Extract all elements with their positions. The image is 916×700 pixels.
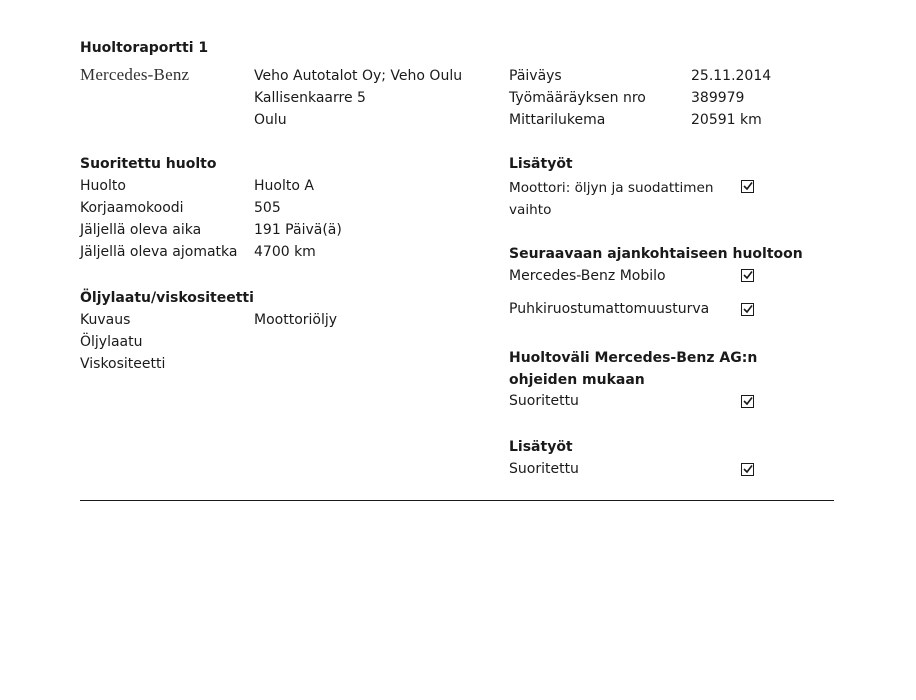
remaining-distance-value: 4700 km <box>254 244 316 260</box>
oil-quality-label: Öljylaatu <box>80 334 143 350</box>
date-label: Päiväys <box>509 68 562 84</box>
report-title: Huoltoraportti 1 <box>80 40 209 56</box>
extra-work-2-item: Suoritettu <box>509 461 579 477</box>
oil-heading: Öljylaatu/viskositeetti <box>80 290 254 306</box>
date-value: 25.11.2014 <box>691 68 772 84</box>
performed-service-heading: Suoritettu huolto <box>80 156 217 172</box>
dealer-city: Oulu <box>254 112 287 128</box>
checkmark-icon <box>743 270 753 280</box>
workshop-code-label: Korjaamokoodi <box>80 200 184 216</box>
rust-warranty-checkbox[interactable] <box>741 303 754 316</box>
dealer-name: Veho Autotalot Oy; Veho Oulu <box>254 68 463 84</box>
rust-warranty-label: Puhkiruostumattomuusturva <box>509 301 710 317</box>
workshop-code-value: 505 <box>254 200 281 216</box>
extra-work-item: Moottori: öljyn ja suodattimen vaihto <box>509 180 714 218</box>
checkmark-icon <box>743 396 753 406</box>
extra-work-heading: Lisätyöt <box>509 156 573 172</box>
oil-description-label: Kuvaus <box>80 312 131 328</box>
section-divider <box>80 500 834 501</box>
brand-logo: Mercedes-Benz <box>80 65 190 84</box>
next-service-heading: Seuraavaan ajankohtaiseen huoltoon <box>509 246 803 262</box>
checkmark-icon <box>743 181 753 191</box>
work-order-value: 389979 <box>691 90 745 106</box>
checkmark-icon <box>743 464 753 474</box>
mobilo-checkbox[interactable] <box>741 269 754 282</box>
service-value: Huolto A <box>254 178 314 194</box>
viscosity-label: Viskositeetti <box>80 356 166 372</box>
odometer-value: 20591 km <box>691 112 762 128</box>
service-label: Huolto <box>80 178 126 194</box>
mobilo-label: Mercedes-Benz Mobilo <box>509 268 666 284</box>
remaining-distance-label: Jäljellä oleva ajomatka <box>80 244 238 260</box>
extra-work-2-heading: Lisätyöt <box>509 439 573 455</box>
oil-description-value: Moottoriöljy <box>254 312 338 328</box>
work-order-label: Työmääräyksen nro <box>509 90 646 106</box>
extra-work-2-checkbox[interactable] <box>741 463 754 476</box>
interval-heading: Huoltoväli Mercedes-Benz AG:n ohjeiden mukaan <box>509 350 758 388</box>
odometer-label: Mittarilukema <box>509 112 606 128</box>
remaining-time-label: Jäljellä oleva aika <box>80 222 202 238</box>
remaining-time-value: 191 Päivä(ä) <box>254 222 342 238</box>
extra-work-checkbox[interactable] <box>741 180 754 193</box>
checkmark-icon <box>743 304 753 314</box>
interval-item: Suoritettu <box>509 393 579 409</box>
dealer-street: Kallisenkaarre 5 <box>254 90 366 106</box>
interval-checkbox[interactable] <box>741 395 754 408</box>
